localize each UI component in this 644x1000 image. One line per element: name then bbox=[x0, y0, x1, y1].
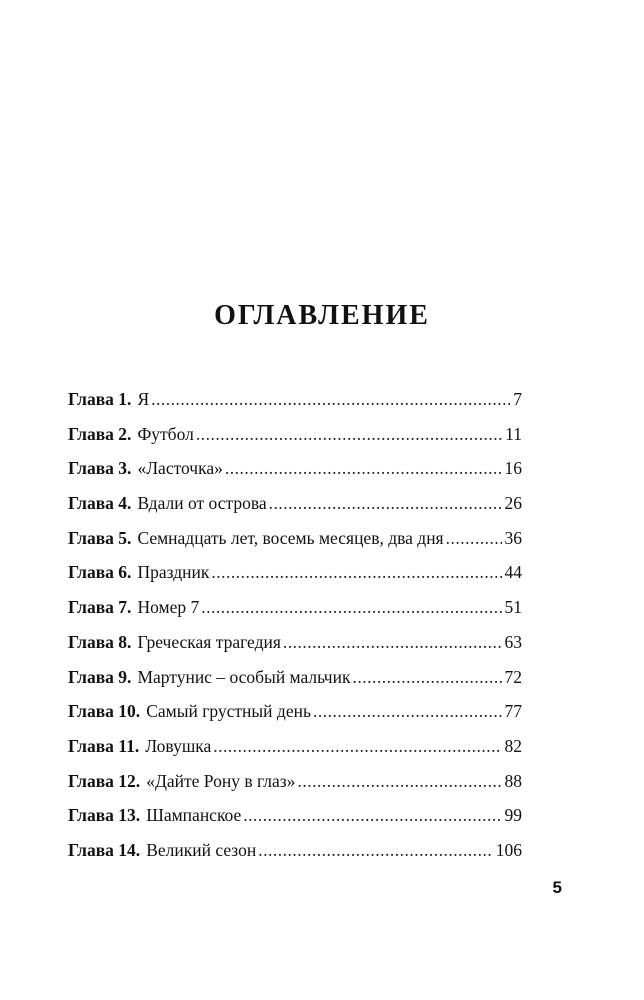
chapter-title: Я bbox=[137, 389, 150, 409]
chapter-label: Глава 10. bbox=[68, 701, 141, 722]
dot-leader bbox=[243, 798, 501, 833]
chapter-page: 36 bbox=[504, 527, 522, 548]
chapter-title: Мартунис – особый мальчик bbox=[137, 666, 351, 687]
chapter-page: 82 bbox=[504, 735, 522, 756]
chapter-title: Семнадцать лет, восемь месяцев, два дня bbox=[137, 527, 444, 548]
dot-leader bbox=[269, 486, 502, 521]
toc-entry bbox=[68, 555, 522, 590]
chapter-page: 7 bbox=[513, 389, 522, 409]
chapter-title: Шампанское bbox=[146, 805, 242, 826]
dot-leader bbox=[352, 660, 501, 695]
chapter-label: Глава 11. bbox=[68, 735, 140, 756]
dot-leader bbox=[446, 521, 502, 556]
chapter-title: Праздник bbox=[137, 562, 210, 583]
chapter-label: Глава 9. bbox=[68, 666, 132, 687]
chapter-label: Глава 13. bbox=[68, 805, 141, 826]
chapter-page: 88 bbox=[504, 770, 522, 791]
chapter-title: Вдали от острова bbox=[137, 493, 267, 514]
page-number: 5 bbox=[552, 878, 562, 897]
chapter-label: Глава 7. bbox=[68, 597, 132, 618]
toc-entry bbox=[68, 729, 522, 764]
chapter-page: 106 bbox=[495, 839, 522, 860]
toc-list bbox=[68, 382, 522, 868]
chapter-title: Номер 7 bbox=[137, 597, 200, 618]
dot-leader bbox=[297, 764, 501, 799]
dot-leader bbox=[201, 590, 501, 625]
toc-entry bbox=[68, 382, 522, 417]
chapter-page: 63 bbox=[504, 631, 522, 652]
chapter-label: Глава 4. bbox=[68, 493, 132, 514]
chapter-title: Ловушка bbox=[145, 735, 212, 756]
toc-entry bbox=[68, 486, 522, 521]
chapter-title: Футбол bbox=[137, 423, 194, 444]
dot-leader bbox=[225, 451, 502, 486]
chapter-page: 44 bbox=[504, 562, 522, 583]
toc-entry bbox=[68, 451, 522, 486]
chapter-label: Глава 1. bbox=[68, 389, 132, 409]
dot-leader bbox=[313, 694, 502, 729]
chapter-title: Великий сезон bbox=[146, 839, 257, 860]
chapter-page: 16 bbox=[504, 458, 522, 479]
toc-entry bbox=[68, 660, 522, 695]
toc-entry bbox=[68, 833, 522, 868]
toc-entry bbox=[68, 625, 522, 660]
dot-leader bbox=[196, 417, 502, 452]
chapter-label: Глава 5. bbox=[68, 527, 132, 548]
dot-leader bbox=[258, 833, 493, 868]
chapter-title: «Дайте Рону в глаз» bbox=[146, 770, 296, 791]
chapter-page: 72 bbox=[504, 666, 522, 687]
toc-entry bbox=[68, 764, 522, 799]
chapter-page: 26 bbox=[504, 493, 522, 514]
chapter-label: Глава 12. bbox=[68, 770, 141, 791]
chapter-label: Глава 14. bbox=[68, 839, 141, 860]
chapter-label: Глава 6. bbox=[68, 562, 132, 583]
dot-leader bbox=[213, 729, 501, 764]
toc-entry bbox=[68, 798, 522, 833]
toc-entry bbox=[68, 521, 522, 556]
chapter-title: Самый грустный день bbox=[146, 701, 311, 722]
chapter-label: Глава 3. bbox=[68, 458, 132, 479]
chapter-label: Глава 2. bbox=[68, 423, 132, 444]
dot-leader bbox=[283, 625, 502, 660]
dot-leader bbox=[151, 382, 510, 417]
chapter-page: 99 bbox=[504, 805, 522, 826]
chapter-page: 11 bbox=[505, 423, 522, 444]
chapter-page: 51 bbox=[504, 597, 522, 618]
chapter-label: Глава 8. bbox=[68, 631, 132, 652]
toc-entry bbox=[68, 417, 522, 452]
toc-entry bbox=[68, 694, 522, 729]
toc-heading: ОГЛАВЛЕНИЕ bbox=[214, 300, 430, 331]
dot-leader bbox=[211, 555, 501, 590]
toc-entry bbox=[68, 590, 522, 625]
chapter-title: «Ласточка» bbox=[137, 458, 223, 479]
chapter-title: Греческая трагедия bbox=[137, 631, 281, 652]
chapter-page: 77 bbox=[504, 701, 522, 722]
